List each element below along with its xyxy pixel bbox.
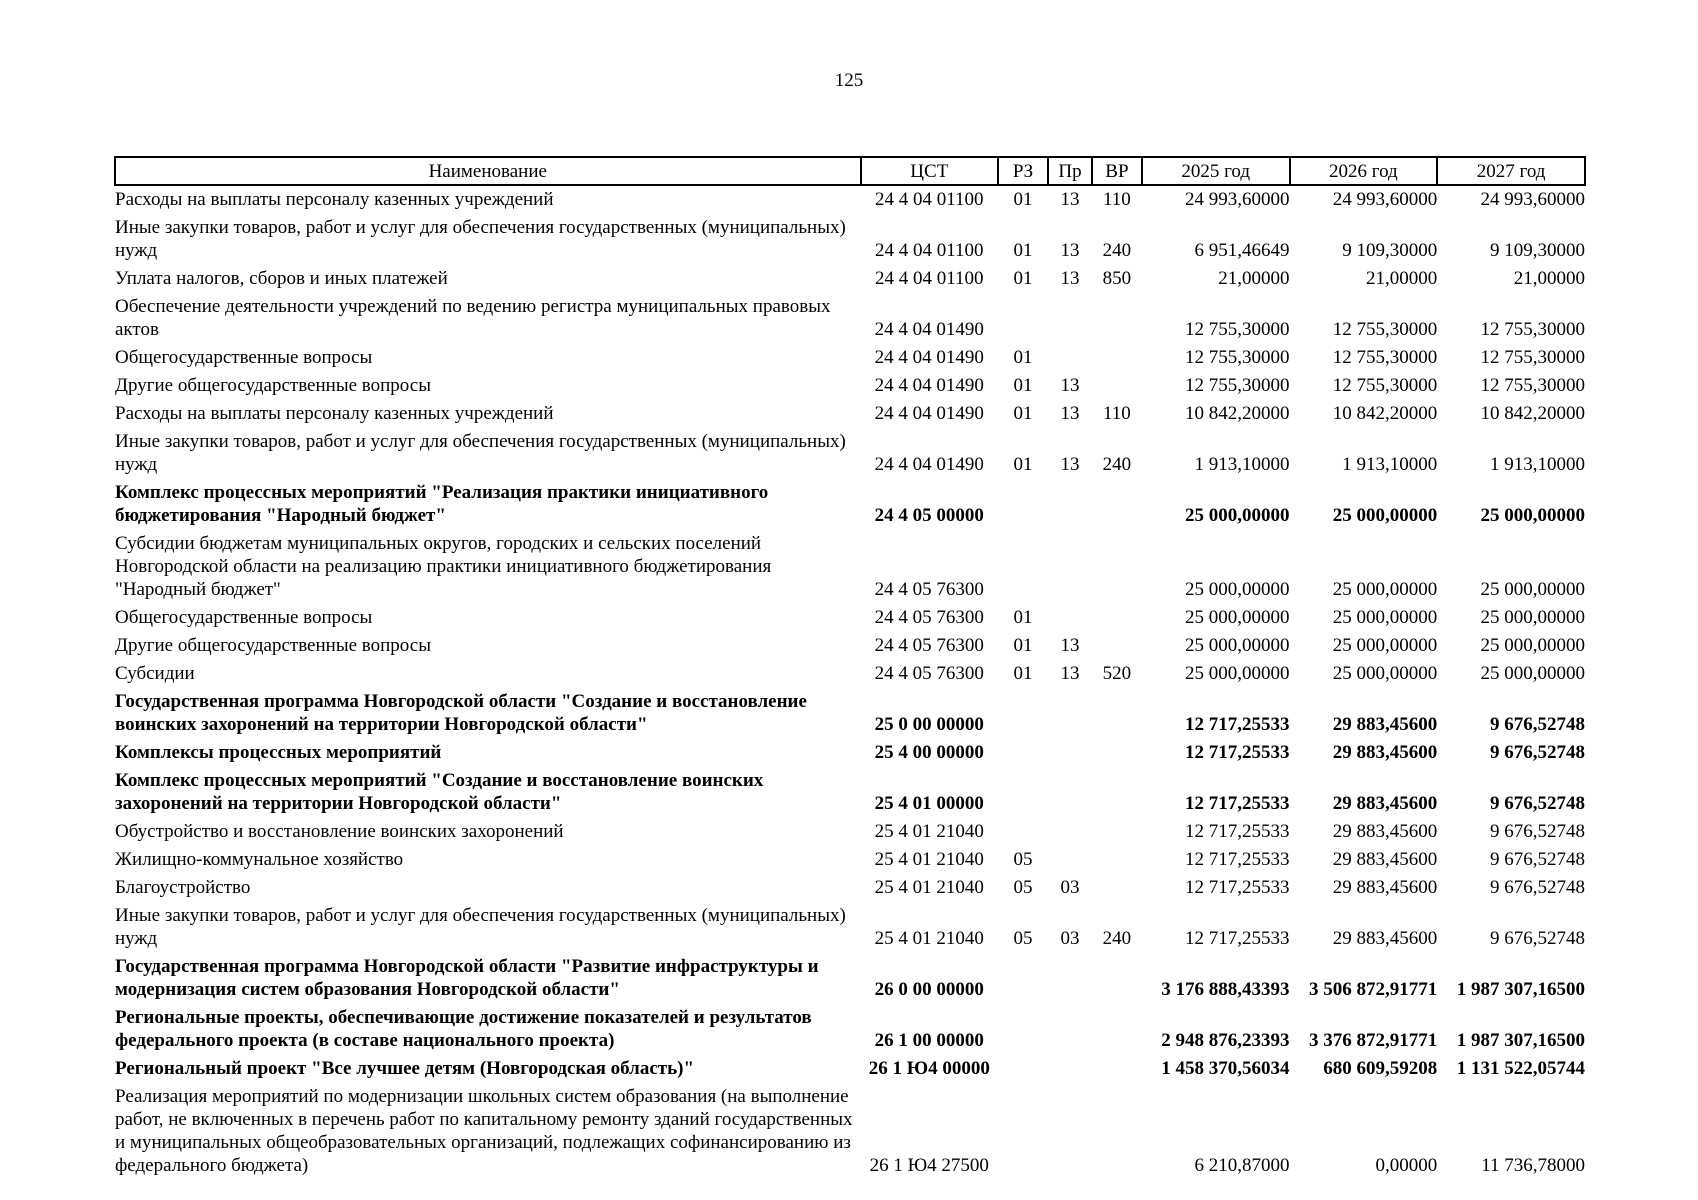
table-row: [115, 902, 1585, 953]
row-2026: 21,00000: [1365, 268, 1438, 289]
table-row: [115, 293, 1585, 344]
row-name: Расходы на выплаты персоналу казенных учреждений: [115, 189, 554, 210]
header-2026: 2026 год: [1290, 157, 1438, 185]
row-vr: [1092, 688, 1142, 739]
row-2026: 12 755,30000: [1332, 375, 1438, 396]
row-rz: 01: [1013, 240, 1033, 261]
row-2025: 3 176 888,43393: [1161, 979, 1290, 1000]
row-2026: 12 755,30000: [1332, 319, 1438, 340]
row-pr: [1048, 1004, 1092, 1055]
row-2027: 9 676,52748: [1490, 793, 1585, 814]
row-2027: 9 676,52748: [1490, 714, 1585, 735]
row-rz: [998, 293, 1048, 344]
row-2025: 1 913,10000: [1194, 454, 1290, 475]
row-pr: 13: [1060, 375, 1080, 396]
table-row: [115, 530, 1585, 604]
row-2025: 12 717,25533: [1185, 742, 1290, 763]
row-2027: 9 676,52748: [1490, 742, 1585, 763]
row-2027: 9 676,52748: [1490, 821, 1585, 842]
table-row: [115, 400, 1585, 428]
row-2027: 9 109,30000: [1490, 240, 1585, 261]
row-cst: 26 1 Ю4 00000: [868, 1058, 990, 1079]
row-vr: [1092, 818, 1142, 846]
row-2026: 680 609,59208: [1323, 1058, 1438, 1079]
table-row: [115, 953, 1585, 1004]
row-cst: 25 4 01 21040: [874, 877, 984, 898]
table-row: [115, 818, 1585, 846]
row-2027: 1 131 522,05744: [1456, 1058, 1585, 1079]
row-rz: 01: [1013, 454, 1033, 475]
row-2025: 12 717,25533: [1185, 928, 1290, 949]
row-name: Общегосударственные вопросы: [115, 607, 373, 628]
row-vr: [1092, 846, 1142, 874]
row-2027: 25 000,00000: [1480, 505, 1585, 526]
row-vr: [1092, 767, 1142, 818]
row-vr: [1092, 953, 1142, 1004]
row-vr: 110: [1103, 403, 1131, 424]
table-header: [115, 157, 1585, 185]
row-cst: 24 4 04 01490: [874, 454, 984, 475]
row-cst: 24 4 05 76300: [874, 579, 984, 600]
row-vr: 520: [1102, 663, 1132, 684]
row-pr: [1048, 530, 1092, 604]
row-cst: 26 1 Ю4 27500: [869, 1155, 989, 1176]
row-pr: 13: [1060, 454, 1080, 475]
row-name: Комплексы процессных мероприятий: [115, 742, 442, 763]
row-2026: 29 883,45600: [1332, 714, 1438, 735]
row-vr: [1092, 1055, 1142, 1083]
table-row: [115, 344, 1585, 372]
row-2027: 12 755,30000: [1480, 319, 1585, 340]
table-row: [115, 688, 1585, 739]
budget-table: [114, 156, 1586, 1180]
row-2026: 1 913,10000: [1342, 454, 1438, 475]
row-2026: 9 109,30000: [1342, 240, 1438, 261]
row-name: Государственная программа Новгородской области "Создание и восстановление воинских захоронений на территории Новгородской области": [115, 691, 807, 735]
row-pr: [1048, 818, 1092, 846]
row-2027: 9 676,52748: [1490, 849, 1585, 870]
row-2025: 12 717,25533: [1185, 877, 1290, 898]
row-2025: 25 000,00000: [1185, 579, 1290, 600]
row-cst: 24 4 04 01490: [874, 403, 984, 424]
row-pr: [1048, 767, 1092, 818]
row-pr: [1048, 739, 1092, 767]
row-2027: 12 755,30000: [1480, 347, 1585, 368]
header-name: Наименование: [115, 157, 861, 185]
row-pr: 13: [1060, 240, 1080, 261]
row-rz: [998, 953, 1048, 1004]
row-vr: 850: [1102, 268, 1132, 289]
row-2025: 12 717,25533: [1185, 821, 1290, 842]
row-2025: 25 000,00000: [1185, 505, 1290, 526]
row-rz: 01: [1013, 189, 1033, 210]
row-cst: 24 4 05 76300: [874, 635, 984, 656]
row-rz: 01: [1013, 347, 1033, 368]
row-2025: 25 000,00000: [1185, 635, 1290, 656]
row-2025: 12 755,30000: [1185, 375, 1290, 396]
row-name: Уплата налогов, сборов и иных платежей: [115, 268, 448, 289]
row-2027: 25 000,00000: [1480, 607, 1585, 628]
row-rz: [998, 767, 1048, 818]
row-cst: 24 4 04 01490: [874, 375, 984, 396]
row-rz: [998, 818, 1048, 846]
row-2027: 11 736,78000: [1481, 1155, 1585, 1176]
row-2026: 25 000,00000: [1332, 607, 1438, 628]
row-cst: 25 4 01 21040: [874, 849, 984, 870]
row-rz: [998, 530, 1048, 604]
table-row: [115, 428, 1585, 479]
row-vr: [1092, 1004, 1142, 1055]
row-pr: [1048, 953, 1092, 1004]
row-cst: 24 4 04 01490: [874, 347, 984, 368]
row-2025: 6 951,46649: [1194, 240, 1290, 261]
row-2026: 25 000,00000: [1332, 505, 1438, 526]
row-name: Другие общегосударственные вопросы: [115, 635, 431, 656]
row-vr: 240: [1102, 240, 1132, 261]
row-vr: 110: [1103, 189, 1131, 210]
row-cst: 26 1 00 00000: [874, 1030, 984, 1051]
row-vr: [1092, 739, 1142, 767]
table-row: [115, 185, 1585, 214]
row-rz: 01: [1013, 607, 1033, 628]
row-2027: 9 676,52748: [1490, 928, 1585, 949]
row-rz: [998, 739, 1048, 767]
table-row: [115, 1083, 1585, 1180]
row-name: Общегосударственные вопросы: [115, 347, 373, 368]
table-row: [115, 874, 1585, 902]
table-row: [115, 479, 1585, 530]
row-pr: [1048, 479, 1092, 530]
row-name: Субсидии: [115, 663, 195, 684]
row-2026: 29 883,45600: [1332, 742, 1438, 763]
table-row: [115, 265, 1585, 293]
row-2025: 12 755,30000: [1185, 319, 1290, 340]
row-rz: 01: [1013, 663, 1033, 684]
row-cst: 24 4 05 76300: [874, 607, 984, 628]
row-vr: [1092, 530, 1142, 604]
row-2026: 29 883,45600: [1332, 793, 1438, 814]
row-rz: 01: [1013, 635, 1033, 656]
row-vr: [1092, 479, 1142, 530]
row-2027: 25 000,00000: [1480, 663, 1585, 684]
row-name: Другие общегосударственные вопросы: [115, 375, 431, 396]
row-2027: 9 676,52748: [1490, 877, 1585, 898]
row-rz: 05: [1013, 928, 1033, 949]
row-cst: 26 0 00 00000: [874, 979, 984, 1000]
row-pr: [1048, 688, 1092, 739]
row-rz: 05: [1013, 849, 1033, 870]
row-cst: 24 4 04 01100: [875, 240, 984, 261]
row-pr: 13: [1060, 635, 1080, 656]
table-row: [115, 739, 1585, 767]
header-rz: РЗ: [998, 157, 1048, 185]
row-2027: 1 987 307,16500: [1456, 1030, 1585, 1051]
row-rz: [998, 688, 1048, 739]
row-pr: [1048, 293, 1092, 344]
row-cst: 24 4 04 01100: [875, 189, 984, 210]
table-row: [115, 767, 1585, 818]
row-vr: 240: [1102, 928, 1132, 949]
row-rz: [998, 1083, 1048, 1180]
row-name: Региональные проекты, обеспечивающие достижение показателей и результатов федерального проекта (в составе национального проекта): [115, 1007, 812, 1051]
header-pr: Пр: [1048, 157, 1092, 185]
table-row: [115, 214, 1585, 265]
row-2027: 1 913,10000: [1490, 454, 1585, 475]
row-2025: 25 000,00000: [1185, 607, 1290, 628]
table-row: [115, 1055, 1585, 1083]
row-pr: 13: [1060, 268, 1080, 289]
table-row: [115, 604, 1585, 632]
row-rz: 01: [1013, 403, 1033, 424]
row-name: Субсидии бюджетам муниципальных округов, городских и сельских поселений Новгородской области на реализацию практики инициативного бюджетирования "Народный бюджет": [115, 533, 772, 600]
row-2026: 25 000,00000: [1332, 579, 1438, 600]
row-pr: 13: [1060, 663, 1080, 684]
table-row: [115, 660, 1585, 688]
row-2027: 25 000,00000: [1480, 579, 1585, 600]
row-2026: 25 000,00000: [1332, 635, 1438, 656]
row-rz: [998, 479, 1048, 530]
row-vr: [1092, 344, 1142, 372]
row-2027: 24 993,60000: [1480, 189, 1585, 210]
row-2027: 1 987 307,16500: [1456, 979, 1585, 1000]
row-rz: [998, 1004, 1048, 1055]
row-2025: 2 948 876,23393: [1161, 1030, 1290, 1051]
row-name: Обустройство и восстановление воинских захоронений: [115, 821, 564, 842]
row-name: Реализация мероприятий по модернизации школьных систем образования (на выполнение работ, не включенных в перечень работ по капитальному ремонту зданий государственных и муниципальных общеобразовательных организаций, подлежащих софинансированию из федерального бюджета): [115, 1086, 853, 1176]
row-2026: 3 506 872,91771: [1308, 979, 1438, 1000]
row-vr: [1092, 874, 1142, 902]
row-2025: 12 717,25533: [1185, 849, 1290, 870]
table-row: [115, 372, 1585, 400]
row-2025: 24 993,60000: [1185, 189, 1290, 210]
row-2025: 12 717,25533: [1185, 714, 1290, 735]
row-2026: 29 883,45600: [1332, 877, 1438, 898]
header-2025: 2025 год: [1142, 157, 1290, 185]
row-cst: 25 0 00 00000: [874, 714, 984, 735]
row-vr: [1092, 632, 1142, 660]
row-vr: [1092, 604, 1142, 632]
header-vr: ВР: [1092, 157, 1142, 185]
row-pr: [1048, 604, 1092, 632]
row-name: Региональный проект "Все лучшее детям (Новгородская область)": [115, 1058, 695, 1079]
row-pr: 13: [1060, 189, 1080, 210]
row-name: Государственная программа Новгородской области "Развитие инфраструктуры и модернизация систем образования Новгородской области": [115, 956, 819, 1000]
row-2027: 12 755,30000: [1480, 375, 1585, 396]
row-pr: [1048, 846, 1092, 874]
row-2026: 3 376 872,91771: [1308, 1030, 1438, 1051]
row-cst: 24 4 04 01100: [875, 268, 984, 289]
table-row: [115, 632, 1585, 660]
row-2026: 29 883,45600: [1332, 821, 1438, 842]
row-2025: 25 000,00000: [1185, 663, 1290, 684]
header-cst: ЦСТ: [861, 157, 999, 185]
row-pr: [1048, 344, 1092, 372]
row-cst: 25 4 01 00000: [874, 793, 984, 814]
row-name: Расходы на выплаты персоналу казенных учреждений: [115, 403, 554, 424]
row-name: Обеспечение деятельности учреждений по ведению регистра муниципальных правовых актов: [115, 296, 831, 340]
row-name: Комплекс процессных мероприятий "Создание и восстановление воинских захоронений на территории Новгородской области": [115, 770, 764, 814]
row-cst: 24 4 05 76300: [874, 663, 984, 684]
row-cst: 25 4 00 00000: [874, 742, 984, 763]
row-cst: 25 4 01 21040: [874, 928, 984, 949]
row-vr: [1092, 372, 1142, 400]
row-2026: 0,00000: [1375, 1155, 1438, 1176]
row-2027: 25 000,00000: [1480, 635, 1585, 656]
row-rz: 05: [1013, 877, 1033, 898]
row-2026: 12 755,30000: [1332, 347, 1438, 368]
row-pr: 13: [1060, 403, 1080, 424]
row-pr: 03: [1060, 877, 1080, 898]
row-name: Благоустройство: [115, 877, 251, 898]
row-cst: 24 4 05 00000: [874, 505, 984, 526]
row-2025: 12 755,30000: [1185, 347, 1290, 368]
row-pr: [1048, 1083, 1092, 1180]
header-2027: 2027 год: [1437, 157, 1585, 185]
row-2025: 6 210,87000: [1194, 1155, 1290, 1176]
table-row: [115, 846, 1585, 874]
table-body: [115, 185, 1585, 1180]
row-name: Иные закупки товаров, работ и услуг для обеспечения государственных (муниципальных) нужд: [115, 217, 846, 261]
row-rz: 01: [1013, 375, 1033, 396]
row-2026: 10 842,20000: [1332, 403, 1438, 424]
row-cst: 25 4 01 21040: [874, 821, 984, 842]
row-2026: 29 883,45600: [1332, 928, 1438, 949]
row-2025: 1 458 370,56034: [1161, 1058, 1290, 1079]
row-pr: [1048, 1055, 1092, 1083]
row-vr: 240: [1102, 454, 1132, 475]
row-vr: [1092, 293, 1142, 344]
row-2025: 21,00000: [1218, 268, 1290, 289]
row-2026: 24 993,60000: [1332, 189, 1438, 210]
page-number: 125: [834, 70, 864, 91]
row-vr: [1092, 1083, 1142, 1180]
row-rz: 01: [1013, 268, 1033, 289]
row-name: Иные закупки товаров, работ и услуг для обеспечения государственных (муниципальных) нужд: [115, 905, 846, 949]
row-cst: 24 4 04 01490: [874, 319, 984, 340]
row-2025: 10 842,20000: [1185, 403, 1290, 424]
row-2025: 12 717,25533: [1185, 793, 1290, 814]
row-name: Комплекс процессных мероприятий "Реализация практики инициативного бюджетирования "Народный бюджет": [115, 482, 769, 526]
row-2027: 21,00000: [1513, 268, 1585, 289]
table-row: [115, 1004, 1585, 1055]
row-name: Жилищно-коммунальное хозяйство: [115, 849, 404, 870]
row-2026: 29 883,45600: [1332, 849, 1438, 870]
row-2027: 10 842,20000: [1480, 403, 1585, 424]
row-rz: [998, 1055, 1048, 1083]
row-pr: 03: [1060, 928, 1080, 949]
row-name: Иные закупки товаров, работ и услуг для обеспечения государственных (муниципальных) нужд: [115, 431, 846, 475]
row-2026: 25 000,00000: [1332, 663, 1438, 684]
